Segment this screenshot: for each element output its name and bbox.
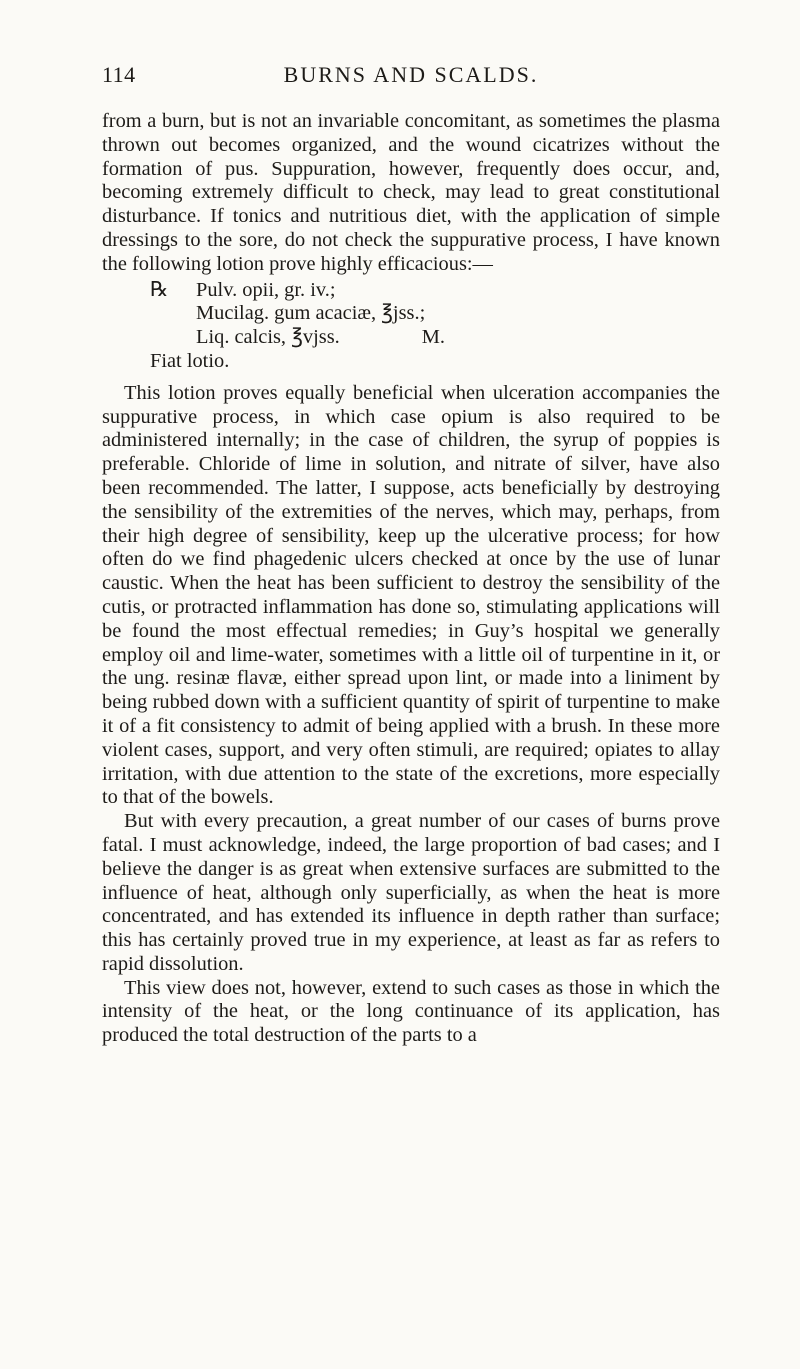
paragraph: This view does not, however, extend to such cases as those in which the intensity of the heat, or the long continuance of its application, has produced the total destruction of the parts to a — [102, 976, 720, 1047]
paragraph-continued: from a burn, but is not an invariable concomitant, as sometimes the plasma thrown out becomes organized, and the wound cicatrizes without the formation of pus. Suppuration, however, frequently does occur, and, becoming extremely difficult to check, may lead to great constitutional disturbance. If tonics and nutritious diet, with the application of simple dressings to the sore, do not check the suppurative process, I have known the following lotion prove highly efficacious:— — [102, 110, 720, 275]
misce-mark: M. — [421, 326, 445, 349]
page-header — [102, 62, 720, 92]
prescription — [102, 279, 720, 374]
body-text — [102, 110, 720, 1048]
prescription-directions: Fiat lotio. — [150, 349, 230, 372]
ingredient: Mucilag. gum acaciæ, ℥jss.; — [196, 302, 426, 325]
ingredient: Pulv. opii, gr. iv.; — [196, 278, 336, 301]
prescription-line — [102, 279, 720, 303]
paragraph: But with every precaution, a great number of our cases of burns prove fatal. I must acknowledge, indeed, the large proportion of bad cases; and I believe the danger is as great when extensive surfaces are submitted to the influence of heat, although only superficially, as when the heat is more concentrated, and has extended its influence in depth rather than surface; this has certainly proved true in my experience, at least as far as refers to rapid dissolution. — [102, 810, 720, 975]
ingredient: Liq. calcis, ℥vjss. — [196, 326, 340, 349]
recipe-symbol: ℞ — [150, 278, 169, 301]
prescription-line — [102, 326, 720, 350]
page-number: 114 — [102, 62, 136, 87]
paragraph: This lotion proves equally beneficial when ulceration accompanies the suppurative process, in which case opium is also required to be administered internally; in the case of children, the syrup of poppies is preferable. Chloride of lime in solution, and nitrate of silver, have also been recommended. The latter, I suppose, acts beneficially by destroying the sensibility of the extremities of the nerves, which may, perhaps, from their high degree of sensibility, keep up the ulcerative process; for how often do we find phagedenic ulcers checked at once by the use of lunar caustic. When the heat has been sufficient to destroy the sensibility of the cutis, or protracted inflammation has done so, stimulating applications will be found the most effectual remedies; in Guy’s hospital we generally employ oil and lime-water, sometimes with a little oil of turpentine in it, or the ung. resinæ flavæ, either spread upon lint, or made into a liniment by being rubbed down with a sufficient quantity of spirit of turpentine to make it of a fit consistency to admit of being applied with a brush. In these more violent cases, support, and very often stimuli, are required; opiates to allay irritation, with due attention to the state of the excretions, more especially to that of the bowels. — [102, 381, 720, 809]
running-head: BURNS AND SCALDS. — [283, 62, 539, 87]
prescription-line — [102, 302, 720, 326]
